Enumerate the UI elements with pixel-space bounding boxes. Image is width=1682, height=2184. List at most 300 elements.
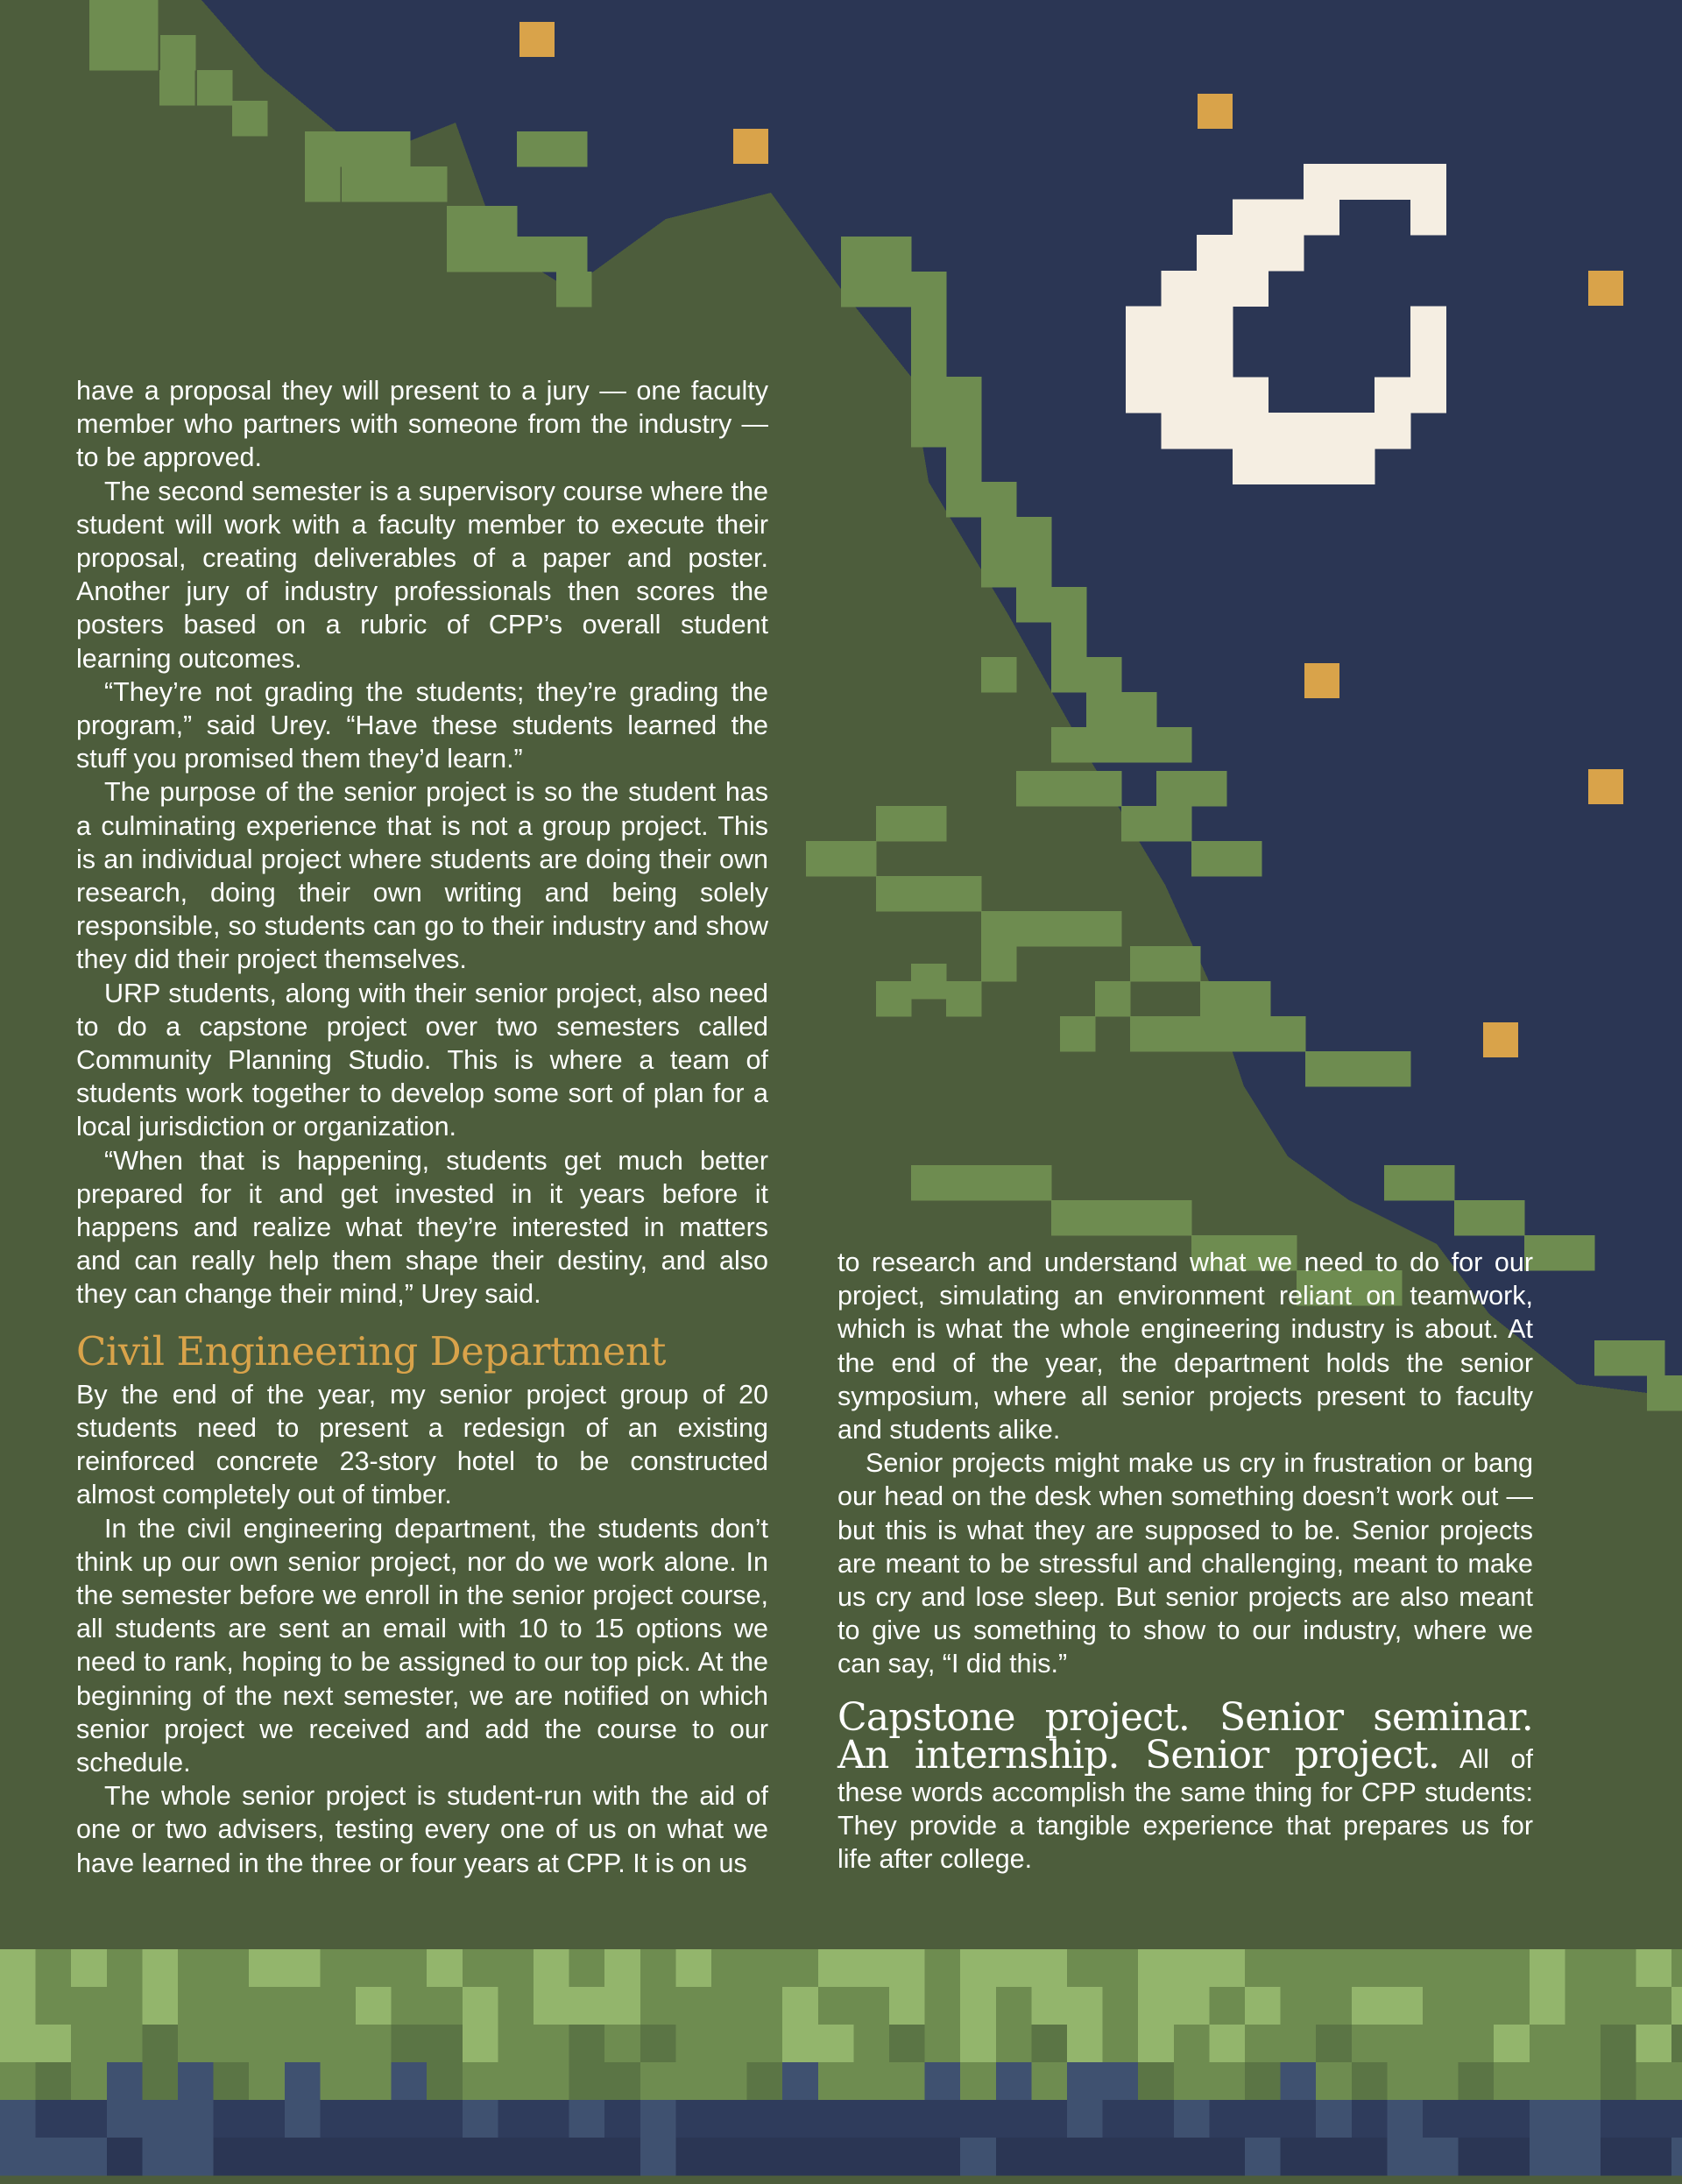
- grass-pixel: [249, 2025, 285, 2063]
- grass-pixel: [71, 2100, 107, 2138]
- grass-pixel: [569, 1949, 605, 1988]
- grass-pixel: [320, 2062, 356, 2101]
- grass-pixel: [1565, 2100, 1601, 2138]
- hill-pixel: [946, 377, 982, 413]
- star-icon: [519, 22, 555, 57]
- grass-pixel: [1031, 1949, 1067, 1988]
- grass-pixel: [640, 2100, 676, 2138]
- grass-pixel: [392, 1987, 428, 2025]
- grass-pixel: [107, 2025, 143, 2063]
- grass-pixel: [1601, 2025, 1636, 2063]
- grass-pixel: [534, 2100, 569, 2138]
- grass-pixel: [853, 2138, 889, 2176]
- hill-pixel: [552, 237, 588, 272]
- grass-pixel: [356, 1987, 392, 2025]
- moon-pixel: [1268, 235, 1304, 271]
- grass-pixel: [534, 2062, 569, 2101]
- grass-pixel: [0, 2025, 36, 2063]
- grass-pixel: [782, 2100, 818, 2138]
- grass-pixel: [249, 2100, 285, 2138]
- grass-pixel: [996, 2138, 1032, 2176]
- hill-pixel: [1121, 806, 1157, 842]
- grass-pixel: [285, 2138, 321, 2176]
- grass-pixel: [392, 2062, 428, 2101]
- grass-pixel: [1387, 1987, 1423, 2025]
- grass-pixel: [925, 2100, 961, 2138]
- grass-pixel: [889, 1987, 925, 2025]
- grass-pixel: [249, 2062, 285, 2101]
- grass-pixel: [320, 1987, 356, 2025]
- hill-pixel: [482, 206, 518, 242]
- grass-pixel: [569, 2062, 605, 2101]
- hill-pixel: [447, 237, 483, 272]
- grass-pixel: [604, 2025, 640, 2063]
- grass-pixel: [214, 2062, 250, 2101]
- grass-pixel: [925, 2062, 961, 2101]
- grass-pixel: [747, 2025, 783, 2063]
- hill-pixel: [1121, 1200, 1157, 1236]
- grass-pixel: [1138, 2100, 1174, 2138]
- grass-pixel: [960, 2138, 996, 2176]
- moon-pixel: [1162, 378, 1198, 413]
- body-paragraph: to research and understand what we need to do for our project, simulating an environment reliant on teamwork, which is what the whole engineering industry is about. At the end of the year, the department holds the senior symposium, where all senior projects present to faculty and students alike.: [837, 1247, 1533, 1445]
- closing-paragraph: [837, 1694, 1533, 1877]
- grass-pixel: [1138, 2062, 1174, 2101]
- grass-pixel: [534, 2138, 569, 2176]
- grass-pixel: [36, 1949, 72, 1988]
- moon-pixel: [1162, 306, 1198, 342]
- moon-pixel: [1233, 235, 1269, 271]
- hill-pixel: [946, 981, 982, 1017]
- grass-pixel: [1316, 1987, 1352, 2025]
- grass-pixel: [640, 2025, 676, 2063]
- grass-pixel: [463, 1949, 498, 1988]
- moon-pixel: [1339, 413, 1375, 449]
- grass-pixel: [782, 1987, 818, 2025]
- hill-pixel: [1086, 1200, 1122, 1236]
- grass-pixel: [1387, 2062, 1423, 2101]
- grass-pixel: [1671, 2100, 1682, 2138]
- grass-pixel: [1031, 2025, 1067, 2063]
- grass-pixel: [1671, 1949, 1682, 1988]
- hill-pixel: [1086, 727, 1122, 763]
- grass-pixel: [142, 2100, 178, 2138]
- grass-pixel: [1067, 2062, 1103, 2101]
- hill-pixel: [1121, 692, 1157, 728]
- hill-pixel: [981, 482, 1017, 518]
- hill-pixel: [911, 964, 947, 1000]
- hill-pixel: [876, 272, 912, 307]
- hill-pixel: [412, 166, 448, 202]
- grass-pixel: [1530, 2100, 1565, 2138]
- grass-pixel: [1067, 2025, 1103, 2063]
- hill-pixel: [1016, 1165, 1052, 1201]
- hill-pixel: [946, 482, 982, 518]
- grass-pixel: [285, 2062, 321, 2101]
- hill-pixel: [1016, 911, 1052, 947]
- hill-pixel: [841, 272, 877, 307]
- hill-pixel: [1200, 1016, 1236, 1052]
- hill-pixel: [946, 1165, 982, 1201]
- hill-pixel: [806, 841, 842, 877]
- grass-pixel: [1459, 1949, 1495, 1988]
- hill-pixel: [340, 131, 376, 167]
- grass-pixel: [356, 2100, 392, 2138]
- grass-pixel: [818, 2062, 854, 2101]
- grass-pixel: [818, 2025, 854, 2063]
- star-icon: [1483, 1022, 1518, 1057]
- hill-pixel: [981, 552, 1017, 588]
- grass-pixel: [178, 2100, 214, 2138]
- grass-pixel: [569, 2100, 605, 2138]
- grass-pixel: [36, 2138, 72, 2176]
- moon-pixel: [1197, 378, 1233, 413]
- moon-pixel: [1233, 449, 1269, 484]
- hill-pixel: [876, 237, 912, 272]
- hill-pixel: [197, 70, 233, 106]
- hill-pixel: [1156, 727, 1192, 763]
- hill-pixel: [1156, 771, 1192, 807]
- hill-pixel: [911, 307, 947, 343]
- hill-pixel: [1130, 946, 1166, 982]
- hill-pixel: [377, 166, 413, 202]
- grass-pixel: [534, 1949, 569, 1988]
- grass-pixel: [427, 2062, 463, 2101]
- hill-pixel: [1340, 1051, 1376, 1087]
- moon-pixel: [1233, 271, 1269, 307]
- moon-pixel: [1233, 413, 1269, 449]
- grass-pixel: [249, 2138, 285, 2176]
- hill-pixel: [1191, 771, 1227, 807]
- grass-pixel: [178, 2025, 214, 2063]
- hill-pixel: [1235, 981, 1271, 1017]
- hill-pixel: [305, 166, 341, 202]
- grass-pixel: [498, 2062, 534, 2101]
- grass-pixel: [818, 2100, 854, 2138]
- hill-pixel: [375, 131, 411, 167]
- hill-pixel: [981, 911, 1017, 947]
- grass-pixel: [1352, 1949, 1388, 1988]
- body-paragraph: The whole senior project is student-run with the aid of one or two advisers, testing every one of us on what we have learned in the three or four years at CPP. It is on us: [76, 1781, 768, 1878]
- hill-pixel: [482, 237, 518, 272]
- hill-pixel: [1016, 587, 1052, 623]
- grass-pixel: [925, 2025, 961, 2063]
- grass-pixel: [604, 2062, 640, 2101]
- grass-pixel: [71, 2062, 107, 2101]
- hill-pixel: [447, 206, 483, 242]
- grass-pixel: [320, 2100, 356, 2138]
- grass-pixel: [1103, 2025, 1139, 2063]
- grass-pixel: [1636, 2025, 1672, 2063]
- grass-pixel: [1352, 1987, 1388, 2025]
- grass-pixel: [392, 2025, 428, 2063]
- grass-pixel: [0, 1987, 36, 2025]
- grass-pixel: [107, 1949, 143, 1988]
- hill-pixel: [911, 806, 947, 842]
- grass-pixel: [1423, 1949, 1459, 1988]
- body-paragraph: The purpose of the senior project is so the student has a culminating experience that is not a group project. This is an individual project where students are doing their own research, doing their own writing and being solely responsible, so students can go to their industry and show they did their project themselves.: [76, 777, 768, 975]
- grass-pixel: [818, 2138, 854, 2176]
- grass-pixel: [675, 2100, 711, 2138]
- closing-lead: Capstone project. Senior seminar. An internship. Senior project.: [837, 1694, 1533, 1778]
- grass-pixel: [214, 2025, 250, 2063]
- moon-pixel: [1268, 449, 1304, 484]
- grass-pixel: [1671, 2062, 1682, 2101]
- grass-pixel: [1245, 2100, 1281, 2138]
- moon-pixel: [1410, 164, 1446, 200]
- grass-pixel: [604, 1987, 640, 2025]
- grass-pixel: [1281, 2025, 1317, 2063]
- grass-pixel: [463, 2062, 498, 2101]
- grass-pixel: [0, 2062, 36, 2101]
- grass-pixel: [853, 2025, 889, 2063]
- moon-pixel: [1268, 413, 1304, 449]
- grass-pixel: [604, 2100, 640, 2138]
- grass-pixel: [1601, 2062, 1636, 2101]
- hill-pixel: [1086, 657, 1122, 693]
- moon-pixel: [1162, 413, 1198, 449]
- grass-pixel: [1281, 2062, 1317, 2101]
- grass-pixel: [214, 2100, 250, 2138]
- moon-pixel: [1233, 378, 1269, 413]
- moon-pixel: [1375, 413, 1410, 449]
- grass-pixel: [675, 2138, 711, 2176]
- hill-pixel: [1419, 1165, 1455, 1201]
- hill-pixel: [1016, 517, 1052, 553]
- grass-pixel: [747, 2100, 783, 2138]
- grass-pixel: [249, 1949, 285, 1988]
- grass-pixel: [1636, 1987, 1672, 2025]
- grass-pixel: [1031, 1987, 1067, 2025]
- star-icon: [733, 129, 768, 164]
- grass-pixel: [427, 1987, 463, 2025]
- grass-pixel: [427, 2138, 463, 2176]
- grass-pixel: [392, 1949, 428, 1988]
- grass-pixel: [427, 2025, 463, 2063]
- hill-pixel: [159, 70, 195, 106]
- grass-pixel: [1636, 2138, 1672, 2176]
- grass-pixel: [1636, 2062, 1672, 2101]
- grass-pixel: [996, 2025, 1032, 2063]
- grass-pixel: [36, 2100, 72, 2138]
- grass-pixel: [1209, 1987, 1245, 2025]
- grass-pixel: [889, 2100, 925, 2138]
- grass-pixel: [960, 1987, 996, 2025]
- hill-pixel: [1121, 727, 1157, 763]
- grass-pixel: [711, 1987, 747, 2025]
- grass-pixel: [675, 1949, 711, 1988]
- grass-pixel: [960, 1949, 996, 1988]
- hill-pixel: [911, 1165, 947, 1201]
- grass-pixel: [142, 1987, 178, 2025]
- hill-pixel: [1060, 1016, 1096, 1052]
- hill-pixel: [911, 876, 947, 912]
- grass-pixel: [1387, 2025, 1423, 2063]
- grass-pixel: [747, 2062, 783, 2101]
- hill-pixel: [89, 35, 125, 71]
- grass-pixel: [1459, 2025, 1495, 2063]
- grass-pixel: [285, 1987, 321, 2025]
- moon-pixel: [1375, 164, 1410, 200]
- grass-pixel: [960, 2062, 996, 2101]
- grass-pixel: [711, 2100, 747, 2138]
- grass-pixel: [107, 2100, 143, 2138]
- grass-pixel: [1245, 2025, 1281, 2063]
- moon-pixel: [1339, 164, 1375, 200]
- grass-pixel: [36, 2025, 72, 2063]
- grass-pixel: [71, 2138, 107, 2176]
- grass-pixel: [1494, 2062, 1530, 2101]
- grass-pixel: [1530, 2025, 1565, 2063]
- grass-pixel: [1494, 2100, 1530, 2138]
- grass-pixel: [640, 2138, 676, 2176]
- hill-pixel: [123, 0, 159, 36]
- grass-pixel: [320, 2025, 356, 2063]
- hill-pixel: [876, 876, 912, 912]
- pixel-grass-strip: [0, 1949, 1682, 2176]
- grass-pixel: [996, 2062, 1032, 2101]
- grass-pixel: [356, 2138, 392, 2176]
- hill-pixel: [1270, 1016, 1306, 1052]
- grass-pixel: [320, 1949, 356, 1988]
- grass-pixel: [1245, 1949, 1281, 1988]
- grass-pixel: [1245, 1987, 1281, 2025]
- hill-pixel: [552, 131, 588, 167]
- grass-pixel: [889, 2062, 925, 2101]
- grass-pixel: [71, 1987, 107, 2025]
- grass-pixel: [1459, 2138, 1495, 2176]
- grass-pixel: [463, 2100, 498, 2138]
- grass-pixel: [782, 1949, 818, 1988]
- grass-pixel: [747, 1949, 783, 1988]
- grass-pixel: [996, 2100, 1032, 2138]
- grass-pixel: [1138, 2025, 1174, 2063]
- hill-pixel: [981, 946, 1017, 982]
- grass-pixel: [1494, 2138, 1530, 2176]
- grass-pixel: [1387, 2138, 1423, 2176]
- grass-pixel: [427, 1949, 463, 1988]
- grass-pixel: [996, 1949, 1032, 1988]
- grass-pixel: [498, 2138, 534, 2176]
- body-paragraph: In the civil engineering department, the students don’t think up our own senior project, nor do we work alone. In the semester before we enroll in the senior project course, all students are sent an email with 10 to 15 options we need to rank, hoping to be assigned to our top pick. At the beginning of the next semester, we are notified on which senior project we received and add the course to our schedule.: [76, 1513, 768, 1778]
- grass-pixel: [1423, 2062, 1459, 2101]
- right-text-column: [837, 1246, 1533, 1877]
- grass-pixel: [1031, 2100, 1067, 2138]
- hill-pixel: [841, 237, 877, 272]
- grass-pixel: [604, 2138, 640, 2176]
- hill-pixel: [911, 342, 947, 378]
- hill-pixel: [123, 35, 159, 71]
- grass-pixel: [1281, 1987, 1317, 2025]
- moon-pixel: [1197, 342, 1233, 378]
- hill-pixel: [1086, 911, 1122, 947]
- moon-pixel: [1233, 200, 1269, 236]
- grass-pixel: [747, 2138, 783, 2176]
- closing-text: All of these words accomplish the same thing for CPP students: They provide a tangible experience that prepares us for life after college.: [837, 1743, 1533, 1875]
- grass-pixel: [889, 1949, 925, 1988]
- grass-pixel: [711, 2138, 747, 2176]
- grass-pixel: [107, 2138, 143, 2176]
- grass-pixel: [142, 2025, 178, 2063]
- grass-pixel: [675, 2062, 711, 2101]
- grass-pixel: [1459, 2062, 1495, 2101]
- hill-pixel: [981, 1165, 1017, 1201]
- grass-pixel: [853, 2062, 889, 2101]
- grass-pixel: [178, 1987, 214, 2025]
- grass-pixel: [1281, 2138, 1317, 2176]
- hill-pixel: [1226, 841, 1262, 877]
- hill-pixel: [946, 447, 982, 483]
- grass-pixel: [1636, 1949, 1672, 1988]
- star-icon: [1198, 94, 1233, 129]
- grass-pixel: [1565, 1949, 1601, 1988]
- moon-pixel: [1126, 378, 1162, 413]
- grass-pixel: [925, 1987, 961, 2025]
- grass-pixel: [463, 1987, 498, 2025]
- grass-pixel: [925, 2138, 961, 2176]
- moon-pixel: [1375, 378, 1410, 413]
- hill-pixel: [1156, 806, 1192, 842]
- grass-pixel: [640, 1949, 676, 1988]
- grass-pixel: [1352, 2138, 1388, 2176]
- grass-pixel: [569, 2138, 605, 2176]
- grass-pixel: [1459, 1987, 1495, 2025]
- hill-pixel: [556, 272, 592, 307]
- hill-pixel: [342, 166, 378, 202]
- grass-pixel: [853, 1949, 889, 1988]
- moon-pixel: [1268, 200, 1304, 236]
- grass-pixel: [1423, 2138, 1459, 2176]
- hill-pixel: [911, 377, 947, 413]
- grass-pixel: [1174, 2025, 1210, 2063]
- star-icon: [1588, 769, 1623, 804]
- grass-pixel: [0, 2100, 36, 2138]
- grass-pixel: [711, 2062, 747, 2101]
- hill-pixel: [1095, 981, 1131, 1017]
- grass-pixel: [1174, 2062, 1210, 2101]
- grass-pixel: [1352, 2025, 1388, 2063]
- grass-pixel: [392, 2138, 428, 2176]
- star-icon: [1304, 663, 1339, 698]
- grass-pixel: [889, 2025, 925, 2063]
- grass-pixel: [1565, 2025, 1601, 2063]
- hill-pixel: [517, 237, 553, 272]
- hill-pixel: [1051, 657, 1087, 693]
- hill-pixel: [1647, 1375, 1682, 1411]
- hill-pixel: [1375, 1051, 1411, 1087]
- grass-pixel: [1530, 1987, 1565, 2025]
- grass-pixel: [1209, 2100, 1245, 2138]
- grass-pixel: [1067, 1949, 1103, 1988]
- grass-pixel: [1423, 1987, 1459, 2025]
- grass-pixel: [1601, 1949, 1636, 1988]
- hill-pixel: [911, 272, 947, 307]
- hill-pixel: [1016, 771, 1052, 807]
- hill-pixel: [1051, 911, 1087, 947]
- grass-pixel: [142, 1949, 178, 1988]
- grass-pixel: [1245, 2138, 1281, 2176]
- grass-pixel: [1209, 2062, 1245, 2101]
- hill-pixel: [1165, 1016, 1201, 1052]
- hill-pixel: [1051, 587, 1087, 623]
- hill-pixel: [1629, 1340, 1665, 1376]
- grass-pixel: [356, 2025, 392, 2063]
- hill-pixel: [1489, 1200, 1525, 1236]
- moon-pixel: [1410, 306, 1446, 342]
- grass-pixel: [996, 1987, 1032, 2025]
- grass-pixel: [356, 1949, 392, 1988]
- grass-pixel: [675, 1987, 711, 2025]
